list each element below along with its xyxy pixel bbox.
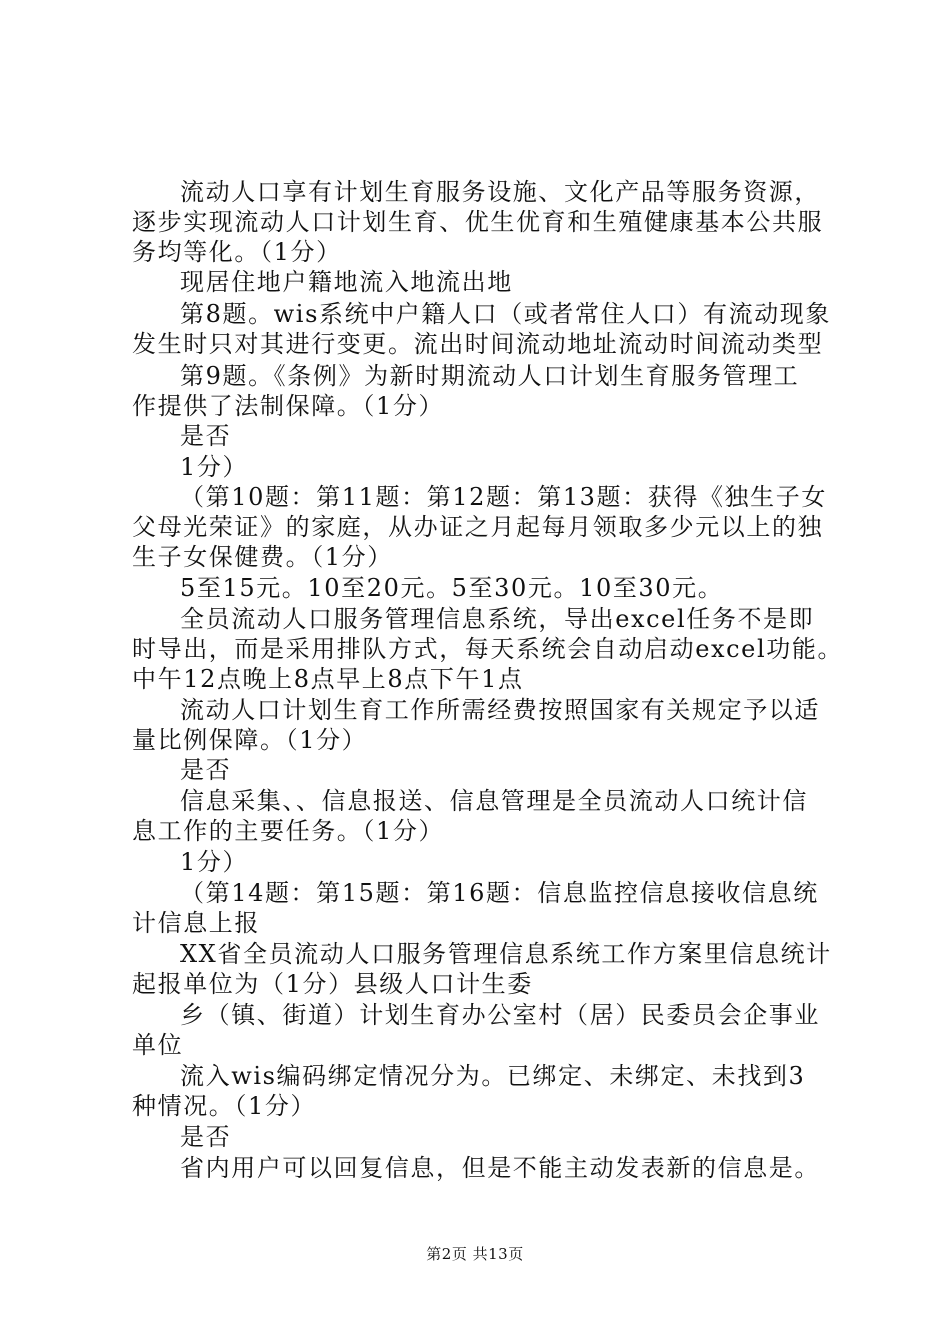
text-line: 父母光荣证》的家庭，从办证之月起每月领取多少元以上的独 xyxy=(132,513,824,541)
text-line: 乡（镇、街道）计划生育办公室村（居）民委员会企事业 xyxy=(180,1001,820,1029)
text-line: 1分） xyxy=(180,848,249,876)
text-line: 5至15元。10至20元。5至30元。10至30元。 xyxy=(180,574,724,602)
text-line: 1分） xyxy=(180,453,249,481)
text-line: 是否 xyxy=(180,1123,232,1151)
text-line: 计信息上报 xyxy=(132,909,260,937)
page-footer: 第2页 共13页 xyxy=(426,1245,524,1263)
text-line: 第9题。《条例》为新时期流动人口计划生育服务管理工 xyxy=(180,362,800,390)
text-line: （第14题：第15题：第16题：信息监控信息接收信息统 xyxy=(180,879,819,907)
text-line: 起报单位为（1分）县级人口计生委 xyxy=(132,970,533,998)
text-line: 现居住地户籍地流入地流出地 xyxy=(180,268,513,296)
text-line: 省内用户可以回复信息，但是不能主动发表新的信息是。 xyxy=(180,1154,820,1182)
text-line: 单位 xyxy=(132,1031,184,1059)
text-line: 中午12点晚上8点早上8点下午1点 xyxy=(132,665,524,693)
text-line: 逐步实现流动人口计划生育、优生优育和生殖健康基本公共服 xyxy=(132,208,824,236)
text-line: 务均等化。（1分） xyxy=(132,238,342,266)
text-line: 流入wis编码绑定情况分为。已绑定、未绑定、未找到3 xyxy=(180,1062,806,1090)
text-line: 生子女保健费。（1分） xyxy=(132,543,393,571)
text-line: 时导出，而是采用排队方式，每天系统会自动启动excel功能。 xyxy=(132,635,844,663)
text-line: （第10题：第11题：第12题：第13题：获得《独生子女 xyxy=(180,483,827,511)
text-line: XX省全员流动人口服务管理信息系统工作方案里信息统计 xyxy=(180,940,832,968)
text-line: 全员流动人口服务管理信息系统，导出excel任务不是即 xyxy=(180,605,815,633)
text-line: 息工作的主要任务。（1分） xyxy=(132,817,445,845)
text-line: 作提供了法制保障。（1分） xyxy=(132,392,445,420)
text-line: 流动人口享有计划生育服务设施、文化产品等服务资源， xyxy=(180,178,820,206)
text-line: 是否 xyxy=(180,422,232,450)
text-line: 是否 xyxy=(180,756,232,784)
text-line: 种情况。（1分） xyxy=(132,1092,317,1120)
text-line: 发生时只对其进行变更。流出时间流动地址流动时间流动类型 xyxy=(132,330,824,358)
text-line: 量比例保障。（1分） xyxy=(132,726,368,754)
text-line: 信息采集、、信息报送、信息管理是全员流动人口统计信 xyxy=(180,787,808,815)
text-line: 第8题。wis系统中户籍人口（或者常住人口）有流动现象 xyxy=(180,300,832,328)
text-line: 流动人口计划生育工作所需经费按照国家有关规定予以适 xyxy=(180,696,820,724)
